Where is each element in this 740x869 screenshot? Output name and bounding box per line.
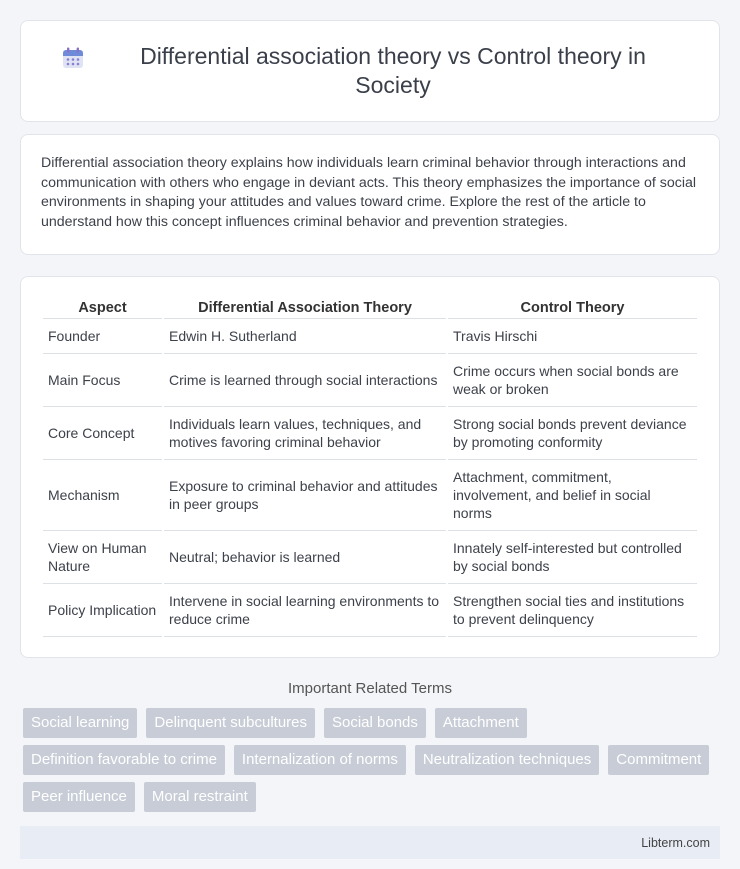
table-header-row <box>43 297 697 319</box>
related-terms-list <box>20 708 720 819</box>
table-cell: View on Human Nature <box>43 531 162 584</box>
tag-social-bonds[interactable]: Social bonds <box>324 708 426 738</box>
table-cell: Strong social bonds prevent deviance by promoting conformity <box>448 407 697 460</box>
page-title: Differential association theory vs Control theory in Society <box>140 43 646 98</box>
header-aspect: Aspect <box>43 297 162 319</box>
table-cell: Mechanism <box>43 460 162 531</box>
tag-definition-favorable-to-crime[interactable]: Definition favorable to crime <box>23 745 225 775</box>
footer-site-link[interactable]: Libterm.com <box>641 835 710 850</box>
comparison-table <box>41 297 699 637</box>
table-cell: Intervene in social learning environments to reduce crime <box>164 584 446 637</box>
table-cell: Crime is learned through social interactions <box>164 354 446 407</box>
table-row <box>43 460 697 531</box>
table-cell: Policy Implication <box>43 584 162 637</box>
table-cell: Core Concept <box>43 407 162 460</box>
header-control: Control Theory <box>448 297 697 319</box>
table-row <box>43 407 697 460</box>
tag-attachment[interactable]: Attachment <box>435 708 527 738</box>
intro-card <box>20 134 720 255</box>
table-row <box>43 319 697 354</box>
tag-delinquent-subcultures[interactable]: Delinquent subcultures <box>146 708 315 738</box>
table-cell: Attachment, commitment, involvement, and belief in social norms <box>448 460 697 531</box>
table-cell: Edwin H. Sutherland <box>164 319 446 354</box>
tag-peer-influence[interactable]: Peer influence <box>23 782 135 812</box>
table-cell: Main Focus <box>43 354 162 407</box>
related-terms-title: Important Related Terms <box>288 680 452 697</box>
header-differential: Differential Association Theory <box>164 297 446 319</box>
header-card <box>20 20 720 122</box>
table-cell: Neutral; behavior is learned <box>164 531 446 584</box>
table-row <box>43 354 697 407</box>
table-row <box>43 531 697 584</box>
table-cell: Crime occurs when social bonds are weak or broken <box>448 354 697 407</box>
tag-social-learning[interactable]: Social learning <box>23 708 137 738</box>
table-cell: Individuals learn values, techniques, and motives favoring criminal behavior <box>164 407 446 460</box>
table-cell: Travis Hirschi <box>448 319 697 354</box>
intro-text: Differential association theory explains how individuals learn criminal behavior through interactions and communication with others who engage in deviant acts. This theory emphasizes the importance of social environments in shaping your attitudes and values toward crime. Explore the rest of the article to understand how this concept influences criminal behavior and prevention strategies. <box>41 155 697 230</box>
tag-neutralization-techniques[interactable]: Neutralization techniques <box>415 745 599 775</box>
table-cell: Innately self-interested but controlled by social bonds <box>448 531 697 584</box>
tag-commitment[interactable]: Commitment <box>608 745 709 775</box>
table-cell: Founder <box>43 319 162 354</box>
table-row <box>43 584 697 637</box>
tag-internalization-of-norms[interactable]: Internalization of norms <box>234 745 406 775</box>
tag-moral-restraint[interactable]: Moral restraint <box>144 782 256 812</box>
footer <box>20 826 720 859</box>
calendar-icon <box>61 46 85 70</box>
comparison-card <box>20 276 720 658</box>
table-cell: Strengthen social ties and institutions to prevent delinquency <box>448 584 697 637</box>
table-cell: Exposure to criminal behavior and attitudes in peer groups <box>164 460 446 531</box>
